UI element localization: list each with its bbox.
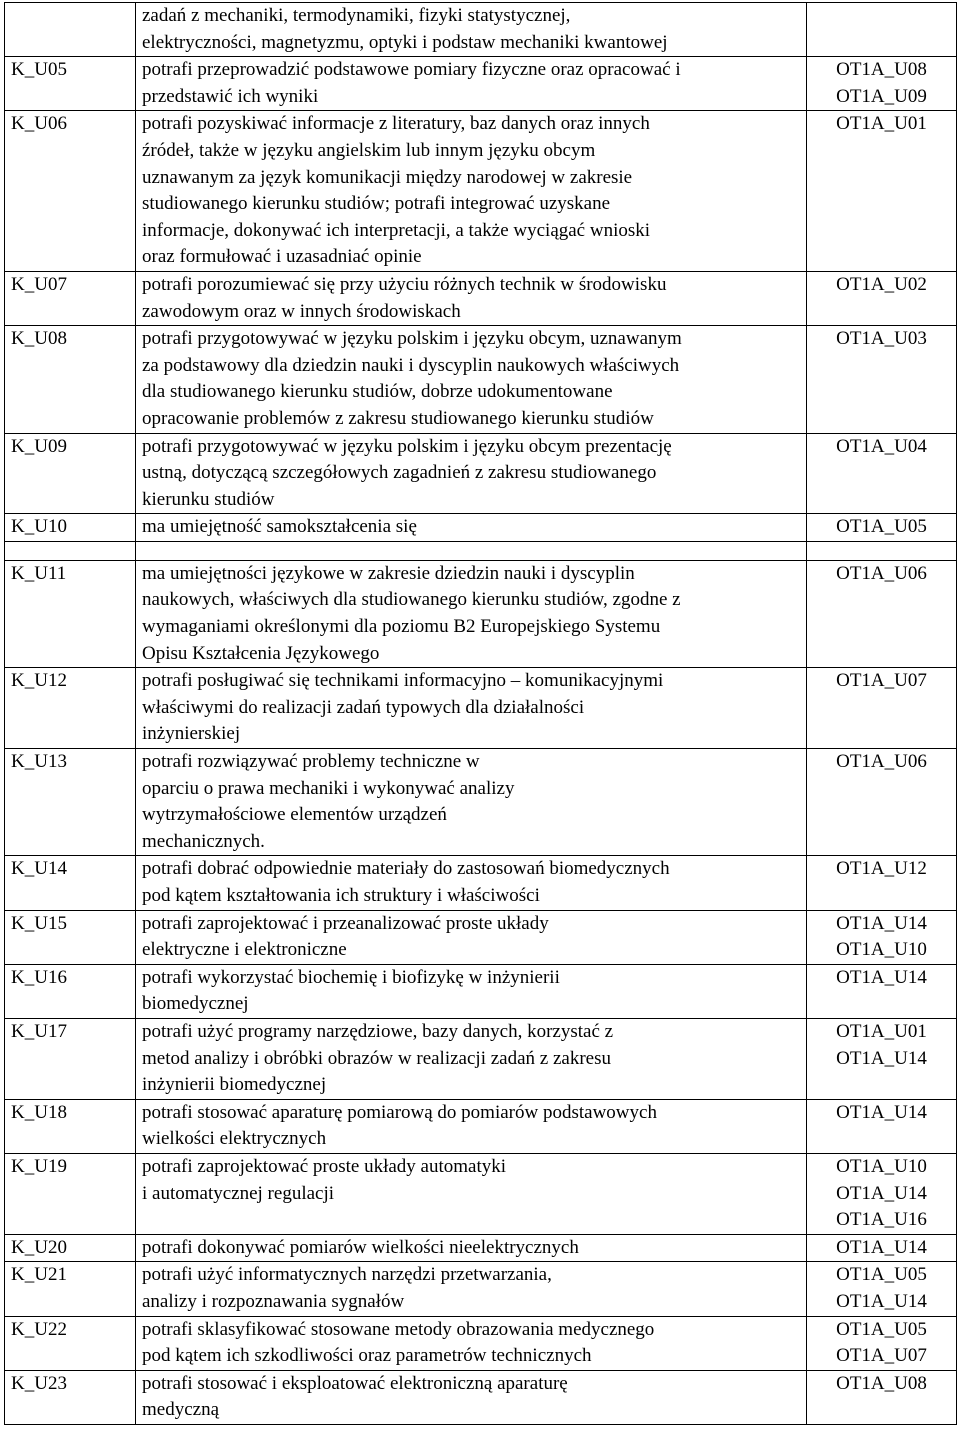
outcome-code: K_U16 [11,966,67,988]
reference-codes-cell [807,1099,957,1153]
reference-codes-cell [807,326,957,433]
outcome-code-cell [5,910,136,964]
reference-code: OT1A_U02 [836,273,927,295]
reference-codes-cell [807,1153,957,1234]
table-row [5,1153,957,1234]
outcome-description-line: oraz formułować i uzasadniać opinie [142,246,422,268]
reference-code: OT1A_U14 [836,912,927,934]
outcome-code-cell [5,1262,136,1316]
outcome-description-line: wielkości elektrycznych [142,1128,327,1150]
outcome-description-line: opracowanie problemów z zakresu studiowanego kierunku studiów [142,407,654,429]
outcome-description-cell [136,964,807,1018]
outcome-description-line: potrafi dobrać odpowiednie materiały do zastosowań biomedycznych [142,858,670,880]
outcome-description-cell [136,1370,807,1424]
reference-codes-cell [807,910,957,964]
outcome-description-line: potrafi przygotowywać w języku polskim i języku obcym, uznawanym [142,328,682,350]
reference-code: OT1A_U10 [836,1155,927,1177]
outcome-description-cell [136,3,807,57]
reference-code: OT1A_U08 [836,59,927,81]
outcome-description-cell [136,1099,807,1153]
reference-codes-cell [807,749,957,856]
reference-code: OT1A_U03 [836,328,927,350]
reference-code: OT1A_U07 [836,670,927,692]
outcome-description-line: potrafi użyć programy narzędziowe, bazy danych, korzystać z [142,1020,614,1042]
outcome-description-line: mechanicznych. [142,830,265,852]
outcome-description-line: wytrzymałościowe elementów urządzeń [142,804,447,826]
reference-code: OT1A_U14 [836,1290,927,1312]
reference-code: OT1A_U04 [836,435,927,457]
table-row [5,856,957,910]
outcome-description-cell [136,560,807,667]
outcome-code: K_U19 [11,1155,67,1177]
table-row [5,1234,957,1262]
outcome-code-cell [5,433,136,514]
outcome-code: K_U15 [11,912,67,934]
outcome-description-cell [136,1262,807,1316]
table-row [5,910,957,964]
reference-codes-cell [807,1370,957,1424]
outcome-description-cell [136,57,807,111]
reference-codes-cell [807,111,957,272]
outcome-code-cell [5,326,136,433]
outcome-description-line: pod kątem kształtowania ich struktury i właściwości [142,885,540,906]
outcome-description-line: potrafi stosować i eksploatować elektroniczną aparaturę [142,1372,568,1394]
outcome-code: K_U22 [11,1318,67,1340]
outcome-description-line: pod kątem ich szkodliwości oraz parametrów technicznych [142,1345,592,1367]
outcome-description-cell [136,433,807,514]
outcome-description-line: potrafi przeprowadzić podstawowe pomiary fizyczne oraz opracować i [142,59,681,81]
reference-code: OT1A_U09 [836,85,927,107]
reference-code: OT1A_U14 [836,1101,927,1123]
reference-code: OT1A_U05 [836,1318,927,1340]
outcome-description-line: inżynierii biomedycznej [142,1074,327,1096]
reference-codes-cell [807,3,957,57]
outcome-code: K_U18 [11,1101,67,1123]
outcome-code-cell [5,1099,136,1153]
outcome-description-line: przedstawić ich wyniki [142,85,319,107]
outcome-description-line: właściwymi do realizacji zadań typowych dla działalności [142,696,585,718]
reference-code: OT1A_U06 [836,562,927,584]
outcome-description-cell [136,1234,807,1262]
outcome-description-line: biomedycznej [142,993,249,1015]
outcome-description-line: ustną, dotyczącą szczegółowych zagadnień z zakresu studiowanego [142,462,657,484]
outcome-description-line: potrafi zaprojektować proste układy automatyki [142,1155,507,1177]
outcome-code: K_U20 [11,1236,67,1258]
table-row [5,560,957,667]
spacer-row [5,541,957,560]
reference-codes-cell [807,856,957,910]
outcome-description-cell [136,1316,807,1370]
outcome-description-line: potrafi wykorzystać biochemię i biofizykę w inżynierii [142,966,560,988]
outcome-description-line: metod analizy i obróbki obrazów w realizacji zadań z zakresu [142,1047,611,1069]
outcome-description-line: zawodowym oraz w innych środowiskach [142,300,461,322]
outcome-description-cell [136,910,807,964]
outcome-description-line: potrafi pozyskiwać informacje z literatury, baz danych oraz innych [142,113,650,135]
table-row [5,3,957,57]
outcome-code-cell [5,514,136,542]
outcome-description-line: elektryczne i elektroniczne [142,939,347,961]
outcome-description-line: potrafi użyć informatycznych narzędzi przetwarzania, [142,1264,552,1286]
table-row [5,749,957,856]
outcome-code-cell [5,3,136,57]
reference-code: OT1A_U06 [836,751,927,773]
reference-codes-cell [807,964,957,1018]
outcome-description-line: potrafi posługiwać się technikami informacyjno – komunikacyjnymi [142,670,664,692]
outcome-code: K_U07 [11,273,67,295]
outcome-description-cell [136,856,807,910]
outcome-description-line: ma umiejętność samokształcenia się [142,516,417,538]
outcome-code-cell [5,111,136,272]
reference-code: OT1A_U14 [836,1236,927,1258]
reference-code: OT1A_U05 [836,1264,927,1286]
outcome-code-cell [5,1153,136,1234]
reference-code: OT1A_U05 [836,516,927,538]
outcome-description-cell [136,326,807,433]
table-row [5,433,957,514]
outcome-code: K_U17 [11,1020,67,1042]
outcome-description-line: zadań z mechaniki, termodynamiki, fizyki statystycznej, [142,5,571,26]
outcome-description-cell [136,514,807,542]
spacer-cell [136,541,807,560]
outcome-code-cell [5,1234,136,1262]
outcome-description-line: za podstawowy dla dziedzin nauki i dyscyplin naukowych właściwych [142,354,680,376]
outcome-code: K_U14 [11,858,67,880]
reference-code: OT1A_U14 [836,1182,927,1204]
reference-codes-cell [807,1262,957,1316]
reference-codes-cell [807,560,957,667]
table-row [5,964,957,1018]
outcome-description-cell [136,111,807,272]
outcome-description-line: wymaganiami określonymi dla poziomu B2 Europejskiego Systemu [142,616,661,638]
outcome-code-cell [5,1018,136,1099]
outcome-description-line: oparciu o prawa mechaniki i wykonywać analizy [142,777,515,799]
reference-codes-cell [807,668,957,749]
reference-code: OT1A_U14 [836,1047,927,1069]
outcome-description-line: potrafi dokonywać pomiarów wielkości nieelektrycznych [142,1236,579,1258]
outcome-code: K_U12 [11,670,67,692]
outcome-description-line: potrafi sklasyfikować stosowane metody obrazowania medycznego [142,1318,655,1340]
outcome-code: K_U11 [11,562,67,584]
reference-code: OT1A_U01 [836,1020,927,1042]
table-row [5,326,957,433]
outcome-description-line: naukowych, właściwych dla studiowanego kierunku studiów, zgodne z [142,589,681,611]
outcome-description-line: potrafi rozwiązywać problemy techniczne w [142,751,480,773]
outcome-code-cell [5,271,136,325]
outcome-description-line: źródeł, także w języku angielskim lub innym języku obcym [142,139,596,161]
table-row [5,1018,957,1099]
outcome-code: K_U05 [11,59,67,81]
reference-code: OT1A_U07 [836,1345,927,1367]
outcome-code-cell [5,1370,136,1424]
table-row [5,1262,957,1316]
outcome-description-line: kierunku studiów [142,488,275,510]
table-row [5,271,957,325]
outcome-description-line: Opisu Kształcenia Językowego [142,642,380,664]
reference-codes-cell [807,271,957,325]
table-row [5,57,957,111]
outcome-description-line: i automatycznej regulacji [142,1182,335,1204]
reference-code: OT1A_U10 [836,939,927,961]
outcome-description-cell [136,1153,807,1234]
reference-code: OT1A_U01 [836,113,927,135]
outcome-description-line: potrafi porozumiewać się przy użyciu różnych technik w środowisku [142,273,667,295]
outcome-code-cell [5,57,136,111]
outcome-code: K_U09 [11,435,67,457]
outcome-description-line: elektryczności, magnetyzmu, optyki i podstaw mechaniki kwantowej [142,31,668,53]
outcome-description-line: analizy i rozpoznawania sygnałów [142,1290,405,1312]
outcome-description-cell [136,271,807,325]
reference-code: OT1A_U12 [836,858,927,880]
outcome-code-cell [5,856,136,910]
outcome-code: K_U06 [11,113,67,135]
table-row [5,1099,957,1153]
table-row [5,1316,957,1370]
outcome-description-line: dla studiowanego kierunku studiów, dobrze udokumentowane [142,381,613,403]
outcome-description-line: inżynierskiej [142,723,241,745]
outcome-description-cell [136,749,807,856]
outcome-code-cell [5,560,136,667]
outcome-description-line: potrafi stosować aparaturę pomiarową do pomiarów podstawowych [142,1101,657,1123]
reference-code: OT1A_U08 [836,1372,927,1394]
spacer-cell [5,541,136,560]
outcome-description-line: informacje, dokonywać ich interpretacji, a także wyciągać wnioski [142,219,651,241]
outcome-description-line: ma umiejętności językowe w zakresie dziedzin nauki i dyscyplin [142,562,635,584]
outcome-code-cell [5,964,136,1018]
reference-codes-cell [807,1018,957,1099]
outcome-code: K_U23 [11,1372,67,1394]
outcome-description-cell [136,1018,807,1099]
outcome-code-cell [5,749,136,856]
outcome-code: K_U10 [11,516,67,538]
outcome-code: K_U13 [11,751,67,773]
outcome-code-cell [5,1316,136,1370]
outcome-description-cell [136,668,807,749]
reference-codes-cell [807,1234,957,1262]
table-body [5,3,957,1425]
spacer-cell [807,541,957,560]
reference-codes-cell [807,514,957,542]
outcome-description-line: potrafi zaprojektować i przeanalizować proste układy [142,912,549,934]
reference-code: OT1A_U16 [836,1209,927,1231]
reference-code: OT1A_U14 [836,966,927,988]
table-row [5,1370,957,1424]
table-row [5,514,957,542]
outcome-code-cell [5,668,136,749]
outcome-description-line: potrafi przygotowywać w języku polskim i języku obcym prezentację [142,435,672,457]
reference-codes-cell [807,1316,957,1370]
learning-outcomes-table [4,2,957,1425]
reference-codes-cell [807,57,957,111]
reference-codes-cell [807,433,957,514]
outcome-code: K_U21 [11,1264,67,1286]
outcome-description-line: uznawanym za język komunikacji między narodowej w zakresie [142,166,633,188]
outcome-description-line: medyczną [142,1399,220,1421]
outcome-code: K_U08 [11,328,67,350]
table-row [5,111,957,272]
table-row [5,668,957,749]
outcome-description-line: studiowanego kierunku studiów; potrafi integrować uzyskane [142,193,611,215]
